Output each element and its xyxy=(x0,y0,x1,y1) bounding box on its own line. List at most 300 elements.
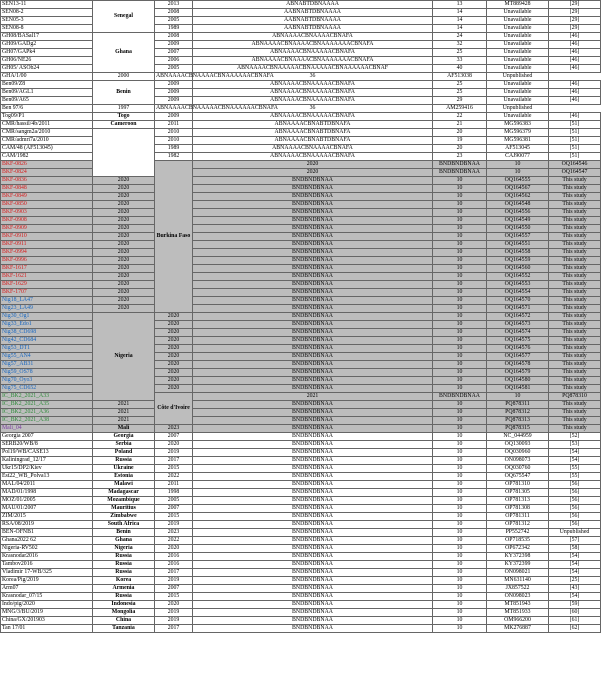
reference-cell: This study xyxy=(549,409,601,417)
motif-cell: ABNAAAACBNAAAACBNAFA xyxy=(193,33,433,41)
motif-cell: BNDBNDBNAA xyxy=(193,265,433,273)
table-row xyxy=(1,113,601,121)
length-cell: 10 xyxy=(433,601,487,609)
motif-cell: BNDBNDBNAA xyxy=(193,185,433,193)
reference-cell: Unpublished xyxy=(549,529,601,537)
strain-cell: BKF-0836 xyxy=(1,177,93,185)
strain-cell: BKF-0848 xyxy=(1,185,93,193)
reference-cell: [54] xyxy=(549,457,601,465)
accession-cell: AM259416 xyxy=(433,105,487,113)
year-cell: 2010 xyxy=(155,129,193,137)
length-cell: 10 xyxy=(433,481,487,489)
accession-cell: ON098023 xyxy=(487,593,549,601)
country-cell: Ukraine xyxy=(93,465,155,473)
motif-cell: BNDBNDBNAA xyxy=(193,537,433,545)
strain-cell: Krasnodar_07/15 xyxy=(1,593,93,601)
year-cell: 2021 xyxy=(93,417,155,425)
country-cell: Korea xyxy=(93,577,155,585)
table-row xyxy=(1,9,601,17)
length-cell: 10 xyxy=(433,569,487,577)
year-cell: 2017 xyxy=(155,569,193,577)
table-row xyxy=(1,209,601,217)
reference-cell: [46] xyxy=(549,97,601,105)
table-row xyxy=(1,185,601,193)
year-cell: 2020 xyxy=(93,193,155,201)
year-cell: 2020 xyxy=(93,305,155,313)
length-cell: 10 xyxy=(433,473,487,481)
motif-cell: BNDBNDBNAA xyxy=(193,489,433,497)
year-cell: 2015 xyxy=(155,513,193,521)
reference-cell: This study xyxy=(549,337,601,345)
year-cell: 2020 xyxy=(93,233,155,241)
motif-cell: BNDBNDBNAA xyxy=(193,569,433,577)
reference-cell: [58] xyxy=(549,545,601,553)
strain-cell: Nig55_AN4 xyxy=(1,353,93,361)
reference-cell: [25] xyxy=(549,577,601,585)
country-cell: Poland xyxy=(93,449,155,457)
strain-cell: SEN05-3 xyxy=(1,17,93,25)
country-cell: Tanzania xyxy=(93,625,155,633)
motif-cell: BNDBNDBNAA xyxy=(193,289,433,297)
accession-cell: OQ164547 xyxy=(549,169,601,177)
country-cell: Russia xyxy=(93,593,155,601)
motif-cell: BNDBNDBNAA xyxy=(193,553,433,561)
strain-cell: MAD/01/1998 xyxy=(1,489,93,497)
accession-cell: OQ164555 xyxy=(487,177,549,185)
year-cell: 2008 xyxy=(155,9,193,17)
table-row xyxy=(1,401,601,409)
accession-cell: PQ878313 xyxy=(487,417,549,425)
accession-cell: OQ164553 xyxy=(487,281,549,289)
table-row xyxy=(1,257,601,265)
length-cell: 25 xyxy=(433,81,487,89)
accession-cell: OP781305 xyxy=(487,489,549,497)
strain-cell: Nig57_AB31 xyxy=(1,361,93,369)
year-cell: 2020 xyxy=(93,217,155,225)
reference-cell: This study xyxy=(549,177,601,185)
accession-cell: MT889428 xyxy=(487,1,549,9)
strain-cell: GH08/BASal17 xyxy=(1,33,93,41)
length-cell: 10 xyxy=(433,273,487,281)
reference-cell: [46] xyxy=(549,113,601,121)
table-row xyxy=(1,585,601,593)
reference-cell: [53] xyxy=(549,441,601,449)
length-cell: 10 xyxy=(433,593,487,601)
length-cell: 10 xyxy=(433,577,487,585)
motif-cell: ABNAAAACBNAAAAACBNAFA xyxy=(193,97,433,105)
year-cell: 2017 xyxy=(155,625,193,633)
length-cell: 10 xyxy=(433,265,487,273)
length-cell: 10 xyxy=(433,513,487,521)
year-cell: 2006 xyxy=(155,57,193,65)
accession-cell: ON098021 xyxy=(487,569,549,577)
motif-cell: ABNAAAACBNAAAAACBNAAAAACBNAAAAAACBNAF xyxy=(193,65,433,73)
length-cell: 10 xyxy=(433,585,487,593)
year-cell: 2019 xyxy=(155,617,193,625)
strain-cell: SEN13-11 xyxy=(1,1,93,9)
length-cell: 10 xyxy=(433,465,487,473)
motif-cell: BNDBNDBNAA xyxy=(193,369,433,377)
motif-cell: BNDBNDBNAA xyxy=(193,345,433,353)
year-cell: 2019 xyxy=(155,577,193,585)
reference-cell: This study xyxy=(549,225,601,233)
table-row xyxy=(1,129,601,137)
motif-cell: BNDBNDBNAA xyxy=(193,593,433,601)
length-cell: 13 xyxy=(433,1,487,9)
motif-cell: AABNABTDBNAAAA xyxy=(193,9,433,17)
length-cell: 23 xyxy=(433,153,487,161)
country-cell: Togo xyxy=(93,113,155,121)
accession-cell: OQ164554 xyxy=(487,289,549,297)
country-cell: South Africa xyxy=(93,521,155,529)
accession-cell: OQ030760 xyxy=(487,465,549,473)
table-row xyxy=(1,97,601,105)
country-cell: China xyxy=(93,617,155,625)
year-cell: 2020 xyxy=(155,361,193,369)
strain-cell: Nig53_DT1 xyxy=(1,345,93,353)
length-cell: 10 xyxy=(433,321,487,329)
year-cell: 2020 xyxy=(155,353,193,361)
reference-cell: This study xyxy=(549,289,601,297)
year-cell: 2020 xyxy=(93,273,155,281)
accession-cell: OP781310 xyxy=(487,481,549,489)
accession-cell: PQ878310 xyxy=(549,393,601,401)
year-cell: 2022 xyxy=(155,537,193,545)
accession-cell: OP781308 xyxy=(487,505,549,513)
table-row xyxy=(1,169,601,177)
accession-cell: OQ164550 xyxy=(487,225,549,233)
country-cell: Mongolia xyxy=(93,609,155,617)
accession-cell: OP781311 xyxy=(487,513,549,521)
strain-cell: MAL/04/2011 xyxy=(1,481,93,489)
reference-cell: [54] xyxy=(549,449,601,457)
accession-cell: OQ164575 xyxy=(487,337,549,345)
length-cell: 10 xyxy=(433,425,487,433)
reference-cell: This study xyxy=(549,361,601,369)
year-cell: 2007 xyxy=(155,505,193,513)
motif-cell: BNDBNDBNAA xyxy=(193,545,433,553)
reference-cell: This study xyxy=(549,417,601,425)
motif-cell: BNDBNDBNAA xyxy=(193,473,433,481)
table-row xyxy=(1,81,601,89)
table-row xyxy=(1,17,601,25)
reference-cell: This study xyxy=(549,321,601,329)
table-row xyxy=(1,1,601,9)
reference-cell: [60] xyxy=(549,609,601,617)
reference-cell: [46] xyxy=(549,89,601,97)
reference-cell: [54] xyxy=(549,569,601,577)
reference-cell: [46] xyxy=(549,41,601,49)
table-row xyxy=(1,193,601,201)
table-row xyxy=(1,241,601,249)
reference-cell: [57] xyxy=(549,537,601,545)
table-row xyxy=(1,201,601,209)
table-row xyxy=(1,57,601,65)
reference-cell: This study xyxy=(549,369,601,377)
accession-cell: OQ164573 xyxy=(487,321,549,329)
reference-cell: This study xyxy=(549,233,601,241)
table-row xyxy=(1,153,601,161)
motif-cell: ABNAAAACBNAAAAACBNAFA xyxy=(193,153,433,161)
accession-cell: MG596383 xyxy=(487,121,549,129)
motif-cell: BNDBNDBNAA xyxy=(193,529,433,537)
table-row xyxy=(1,313,601,321)
reference-cell: [56] xyxy=(549,513,601,521)
accession-cell: OQ675547 xyxy=(487,473,549,481)
country-cell: Mozambique xyxy=(93,497,155,505)
table-row xyxy=(1,161,601,169)
reference-cell: Unpublished xyxy=(487,73,549,81)
motif-cell: BNDBNDBNAA xyxy=(193,377,433,385)
motif-cell: BNDBNDBNAA xyxy=(193,297,433,305)
motif-cell: ABNAAAACBNAAAACBNAAAAAAACBNAFA xyxy=(193,57,433,65)
reference-cell: This study xyxy=(549,185,601,193)
length-cell: 10 xyxy=(433,521,487,529)
table-row xyxy=(1,297,601,305)
length-cell: 21 xyxy=(433,121,487,129)
length-cell: 10 xyxy=(433,289,487,297)
year-cell: 2015 xyxy=(155,593,193,601)
year-cell: 2020 xyxy=(93,281,155,289)
strain-cell: BKF-1617 xyxy=(1,265,93,273)
accession-cell: Unavailable xyxy=(487,57,549,65)
motif-cell: BNDBNDBNAA xyxy=(193,409,433,417)
reference-cell: Unpublished xyxy=(487,105,549,113)
strain-cell: GH05/ ASOb24 xyxy=(1,65,93,73)
table-row xyxy=(1,561,601,569)
year-cell: 2020 xyxy=(155,441,193,449)
length-cell: 10 xyxy=(433,409,487,417)
year-cell: 2010 xyxy=(155,137,193,145)
motif-cell: BNDBNDBNAA xyxy=(193,561,433,569)
motif-cell: BNDBNDBNAA xyxy=(193,337,433,345)
table-row xyxy=(1,537,601,545)
country-cell: Ghana xyxy=(93,537,155,545)
year-cell: 2023 xyxy=(155,529,193,537)
reference-cell: [29] xyxy=(549,9,601,17)
reference-cell: [56] xyxy=(549,505,601,513)
country-cell: Russia xyxy=(93,569,155,577)
year-cell: 2005 xyxy=(155,65,193,73)
accession-cell: OQ164570 xyxy=(487,297,549,305)
table-row xyxy=(1,409,601,417)
accession-cell: OQ164571 xyxy=(487,305,549,313)
length-cell: 10 xyxy=(433,305,487,313)
strain-cell: GH07/GAPk4 xyxy=(1,49,93,57)
reference-cell: This study xyxy=(549,217,601,225)
strain-cell: Indo/pig/2020 xyxy=(1,601,93,609)
table-row xyxy=(1,41,601,49)
motif-cell: ABNAAAACBNAAAACBNAFA xyxy=(193,145,433,153)
length-cell: 10 xyxy=(433,553,487,561)
length-cell: 10 xyxy=(433,313,487,321)
year-cell: 2008 xyxy=(155,33,193,41)
accession-cell: Unavailable xyxy=(487,65,549,73)
year-cell: 2020 xyxy=(93,257,155,265)
year-cell: 2009 xyxy=(155,89,193,97)
strain-cell: BEN-OFNB1 xyxy=(1,529,93,537)
length-cell: 10 xyxy=(433,233,487,241)
accession-cell: Unavailable xyxy=(487,49,549,57)
motif-cell: BNDBNDBNAA xyxy=(193,209,433,217)
accession-cell: AF513045 xyxy=(487,145,549,153)
year-cell: 2009 xyxy=(155,113,193,121)
strain-cell: Nig59_OS78 xyxy=(1,369,93,377)
motif-cell: BNDBNDBNAA xyxy=(193,273,433,281)
motif-cell: ABNABTDBNAAAA xyxy=(193,1,433,9)
motif-cell: BNDBNDBNAA xyxy=(193,601,433,609)
motif-cell: BNDBNDBNAA xyxy=(193,217,433,225)
country-cell: Senegal xyxy=(93,1,155,33)
length-cell: 10 xyxy=(433,401,487,409)
year-cell: 2020 xyxy=(155,345,193,353)
strain-cell: IC_BK2_2021_A33 xyxy=(1,393,93,401)
strain-cell: BKF-0996 xyxy=(1,257,93,265)
motif-cell: BNDBNDBNAA xyxy=(193,441,433,449)
length-cell: 22 xyxy=(433,113,487,121)
year-cell: 2007 xyxy=(155,433,193,441)
length-cell: 10 xyxy=(487,161,549,169)
length-cell: 10 xyxy=(433,537,487,545)
accession-cell: OQ130093 xyxy=(487,441,549,449)
accession-cell: Unavailable xyxy=(487,89,549,97)
length-cell: 10 xyxy=(433,337,487,345)
table-row xyxy=(1,89,601,97)
motif-cell: ABNAAAACBNAAAAACBNAFA xyxy=(193,89,433,97)
motif-cell: BNDBNDBNAA xyxy=(193,513,433,521)
table-row xyxy=(1,273,601,281)
strain-cell: Georgia 2007 xyxy=(1,433,93,441)
accession-cell: OQ164576 xyxy=(487,345,549,353)
year-cell: 2007 xyxy=(155,49,193,57)
strain-cell: Ben 97/6 xyxy=(1,105,93,113)
strain-cell: Nig70_Oyo3 xyxy=(1,377,93,385)
reference-cell: [51] xyxy=(549,153,601,161)
motif-cell: BNDBNDBNAA xyxy=(193,457,433,465)
strain-cell: CAM/1982 xyxy=(1,153,93,161)
motif-cell: BNDBNDBNAA xyxy=(193,449,433,457)
year-cell: 2009 xyxy=(155,41,193,49)
table-row xyxy=(1,25,601,33)
accession-cell: NC_044959 xyxy=(487,433,549,441)
length-cell: 33 xyxy=(433,57,487,65)
table-row xyxy=(1,33,601,41)
motif-cell: BNDBNDBNAA xyxy=(193,625,433,633)
length-cell: 10 xyxy=(433,561,487,569)
motif-cell: BNDBNDBNAA xyxy=(433,393,487,401)
year-cell: 2020 xyxy=(93,209,155,217)
year-cell: 1989 xyxy=(155,145,193,153)
year-cell: 2022 xyxy=(155,473,193,481)
year-cell: 1997 xyxy=(93,105,155,113)
length-cell: 19 xyxy=(433,137,487,145)
country-cell: Russia xyxy=(93,553,155,561)
reference-cell: [51] xyxy=(549,129,601,137)
accession-cell: OQ164567 xyxy=(487,185,549,193)
strain-cell: Arm07 xyxy=(1,585,93,593)
strain-cell: Ben09/AGL1 xyxy=(1,89,93,97)
table-row xyxy=(1,281,601,289)
strain-cell: RSA/08/2019 xyxy=(1,521,93,529)
length-cell: 10 xyxy=(433,217,487,225)
year-cell: 2015 xyxy=(155,465,193,473)
accession-cell: JX857522 xyxy=(487,585,549,593)
length-cell: 10 xyxy=(433,385,487,393)
accession-cell: CAJ90077 xyxy=(487,153,549,161)
motif-cell: ABNAAAACBNAAAACBNAAAAAAACBNAFA xyxy=(193,41,433,49)
reference-cell: This study xyxy=(549,425,601,433)
country-cell: Russia xyxy=(93,457,155,465)
year-cell: 2016 xyxy=(155,561,193,569)
year-cell: 2017 xyxy=(155,457,193,465)
reference-cell: [54] xyxy=(549,553,601,561)
accession-cell: Unavailable xyxy=(487,97,549,105)
year-cell: 2020 xyxy=(155,329,193,337)
table-row xyxy=(1,145,601,153)
country-cell: Côte d'Ivoire xyxy=(155,393,193,425)
reference-cell: [29] xyxy=(549,17,601,25)
accession-cell: OQ164551 xyxy=(487,241,549,249)
length-cell: 10 xyxy=(433,497,487,505)
length-cell: 14 xyxy=(433,9,487,17)
reference-cell: This study xyxy=(549,345,601,353)
motif-cell: ABNAAAACBNAAAAACBNAFA xyxy=(193,81,433,89)
length-cell: 36 xyxy=(193,105,433,113)
table-row xyxy=(1,617,601,625)
length-cell: 14 xyxy=(433,17,487,25)
table-row xyxy=(1,353,601,361)
accession-cell: Unavailable xyxy=(487,17,549,25)
accession-cell: OQ164572 xyxy=(487,313,549,321)
table-row xyxy=(1,601,601,609)
table-row xyxy=(1,529,601,537)
length-cell: 20 xyxy=(433,129,487,137)
reference-cell: [56] xyxy=(549,521,601,529)
table-row xyxy=(1,465,601,473)
year-cell: 2007 xyxy=(155,585,193,593)
reference-cell: This study xyxy=(549,201,601,209)
strain-cell: SEN08-2 xyxy=(1,9,93,17)
strain-cell: Tog09/P1 xyxy=(1,113,93,121)
reference-cell: [52] xyxy=(549,433,601,441)
year-cell: 2021 xyxy=(93,409,155,417)
table-row xyxy=(1,489,601,497)
length-cell: 10 xyxy=(433,185,487,193)
year-cell: 2011 xyxy=(155,481,193,489)
accession-cell: KY372398 xyxy=(487,553,549,561)
length-cell: 10 xyxy=(433,369,487,377)
motif-cell: ABNAAAACBNABTDBNAFA xyxy=(193,121,433,129)
strain-cell: Nig23_LA49 xyxy=(1,305,93,313)
strain-cell: Ghana2022 62 xyxy=(1,537,93,545)
reference-cell: [43] xyxy=(549,585,601,593)
accession-cell: OQ164552 xyxy=(487,273,549,281)
motif-cell: BNDBNDBNAA xyxy=(193,313,433,321)
motif-cell: BNDBNDBNAA xyxy=(193,233,433,241)
strain-cell: CMR/hassil/4b/2011 xyxy=(1,121,93,129)
reference-cell: This study xyxy=(549,305,601,313)
strain-cell: BKF-0911 xyxy=(1,241,93,249)
reference-cell: [51] xyxy=(549,137,601,145)
length-cell: 29 xyxy=(433,97,487,105)
length-cell: 10 xyxy=(433,281,487,289)
strain-cell: MAU/01/2007 xyxy=(1,505,93,513)
reference-cell: [56] xyxy=(549,481,601,489)
length-cell: 40 xyxy=(433,65,487,73)
year-cell: 2005 xyxy=(155,17,193,25)
accession-cell: OQ164577 xyxy=(487,353,549,361)
strain-cell: BKF-0824 xyxy=(1,169,93,177)
